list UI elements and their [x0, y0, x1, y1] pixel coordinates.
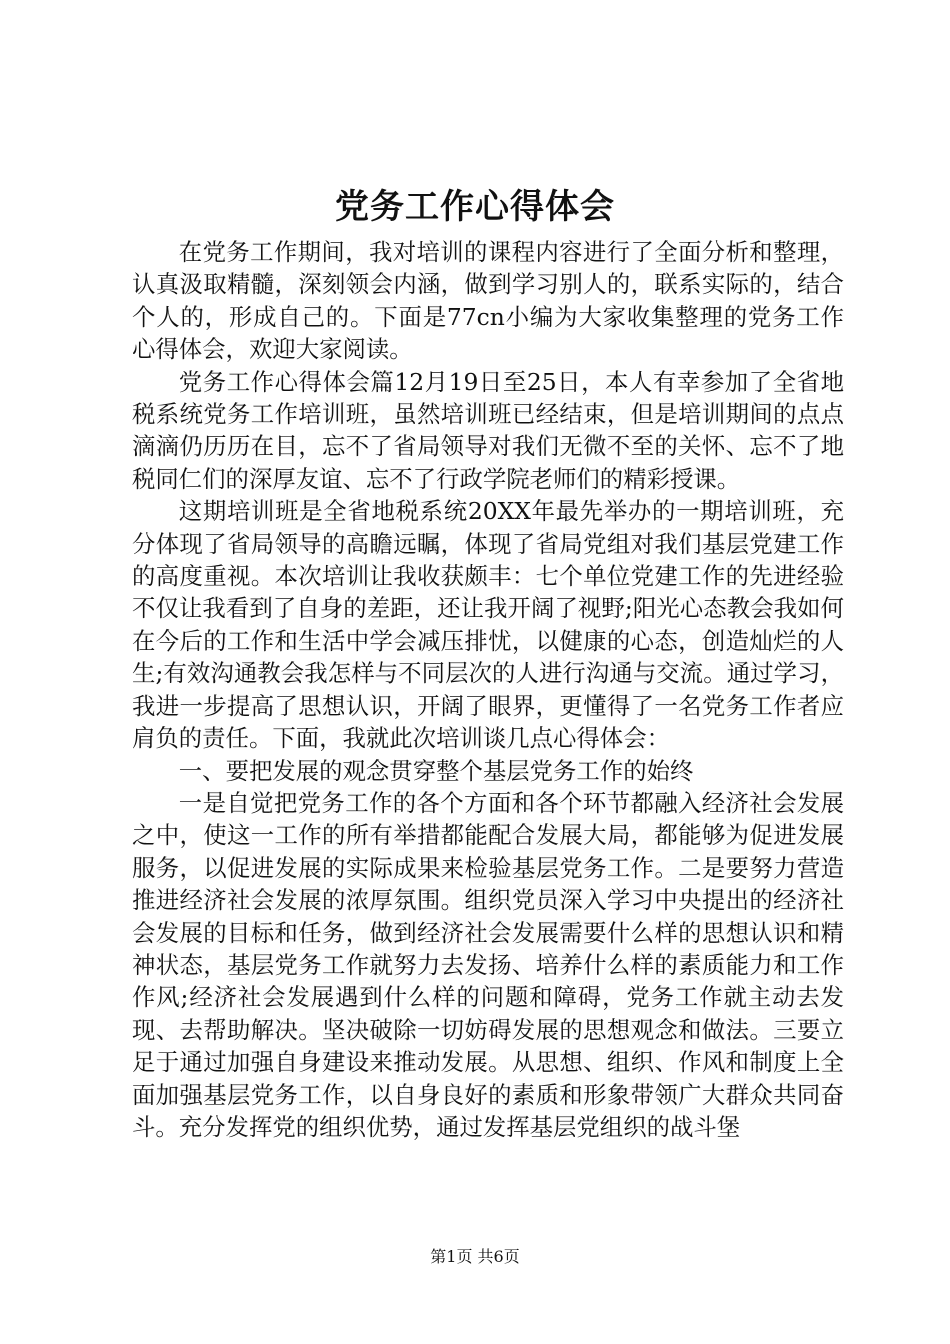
- section-heading-1: 一、要把发展的观念贯穿整个基层党务工作的始终: [178, 756, 694, 785]
- paragraph-training-overview: 党务工作心得体会篇12月19日至25日，本人有幸参加了全省地税系统党务工作培训班，虽然培训班已经结束，但是培训期间的点点滴滴仍历历在目，忘不了省局领导对我们无微不至的关怀、忘不了地税同仁们的深厚友谊、忘不了行政学院老师们的精彩授课。: [132, 367, 844, 493]
- paragraph-intro: 在党务工作期间，我对培训的课程内容进行了全面分析和整理，认真汲取精髓，深刻领会内涵，做到学习别人的，联系实际的，结合个人的，形成自己的。下面是77cn小编为大家收集整理的党务工作心得体会，欢迎大家阅读。: [132, 238, 844, 364]
- document-title: 党务工作心得体会: [335, 187, 615, 227]
- page-footer: 第1页 共6页: [430, 1247, 520, 1266]
- paragraph-training-gains: 这期培训班是全省地税系统20XX年最先举办的一期培训班，充分体现了省局领导的高瞻远瞩，体现了省局党组对我们基层党建工作的高度重视。本次培训让我收获颇丰：七个单位党建工作的先进经验不仅让我看到了自身的差距，还让我开阔了视野;阳光心态教会我如何在今后的工作和生活中学会减压排忧，以健康的心态，创造灿烂的人生;有效沟通教会我怎样与不同层次的人进行沟通与交流。通过学习，我进一步提高了思想认识，开阔了眼界，更懂得了一名党务工作者应肩负的责任。下面，我就此次培训谈几点心得体会：: [132, 497, 844, 753]
- document-body: [132, 236, 844, 1143]
- paragraph-section-1-body: 一是自觉把党务工作的各个方面和各个环节都融入经济社会发展之中，使这一工作的所有举措都能配合发展大局，都能够为促进发展服务，以促进发展的实际成果来检验基层党务工作。二是要努力营造推进经济社会发展的浓厚氛围。组织党员深入学习中央提出的经济社会发展的目标和任务，做到经济社会发展需要什么样的思想认识和精神状态，基层党务工作就努力去发扬、培养什么样的素质能力和工作作风;经济社会发展遇到什么样的问题和障碍，党务工作就主动去发现、去帮助解决。坚决破除一切妨碍发展的思想观念和做法。三要立足于通过加强自身建设来推动发展。从思想、组织、作风和制度上全面加强基层党务工作，以自身良好的素质和形象带领广大群众共同奋斗。充分发挥党的组织优势，通过发挥基层党组织的战斗堡: [132, 788, 844, 1141]
